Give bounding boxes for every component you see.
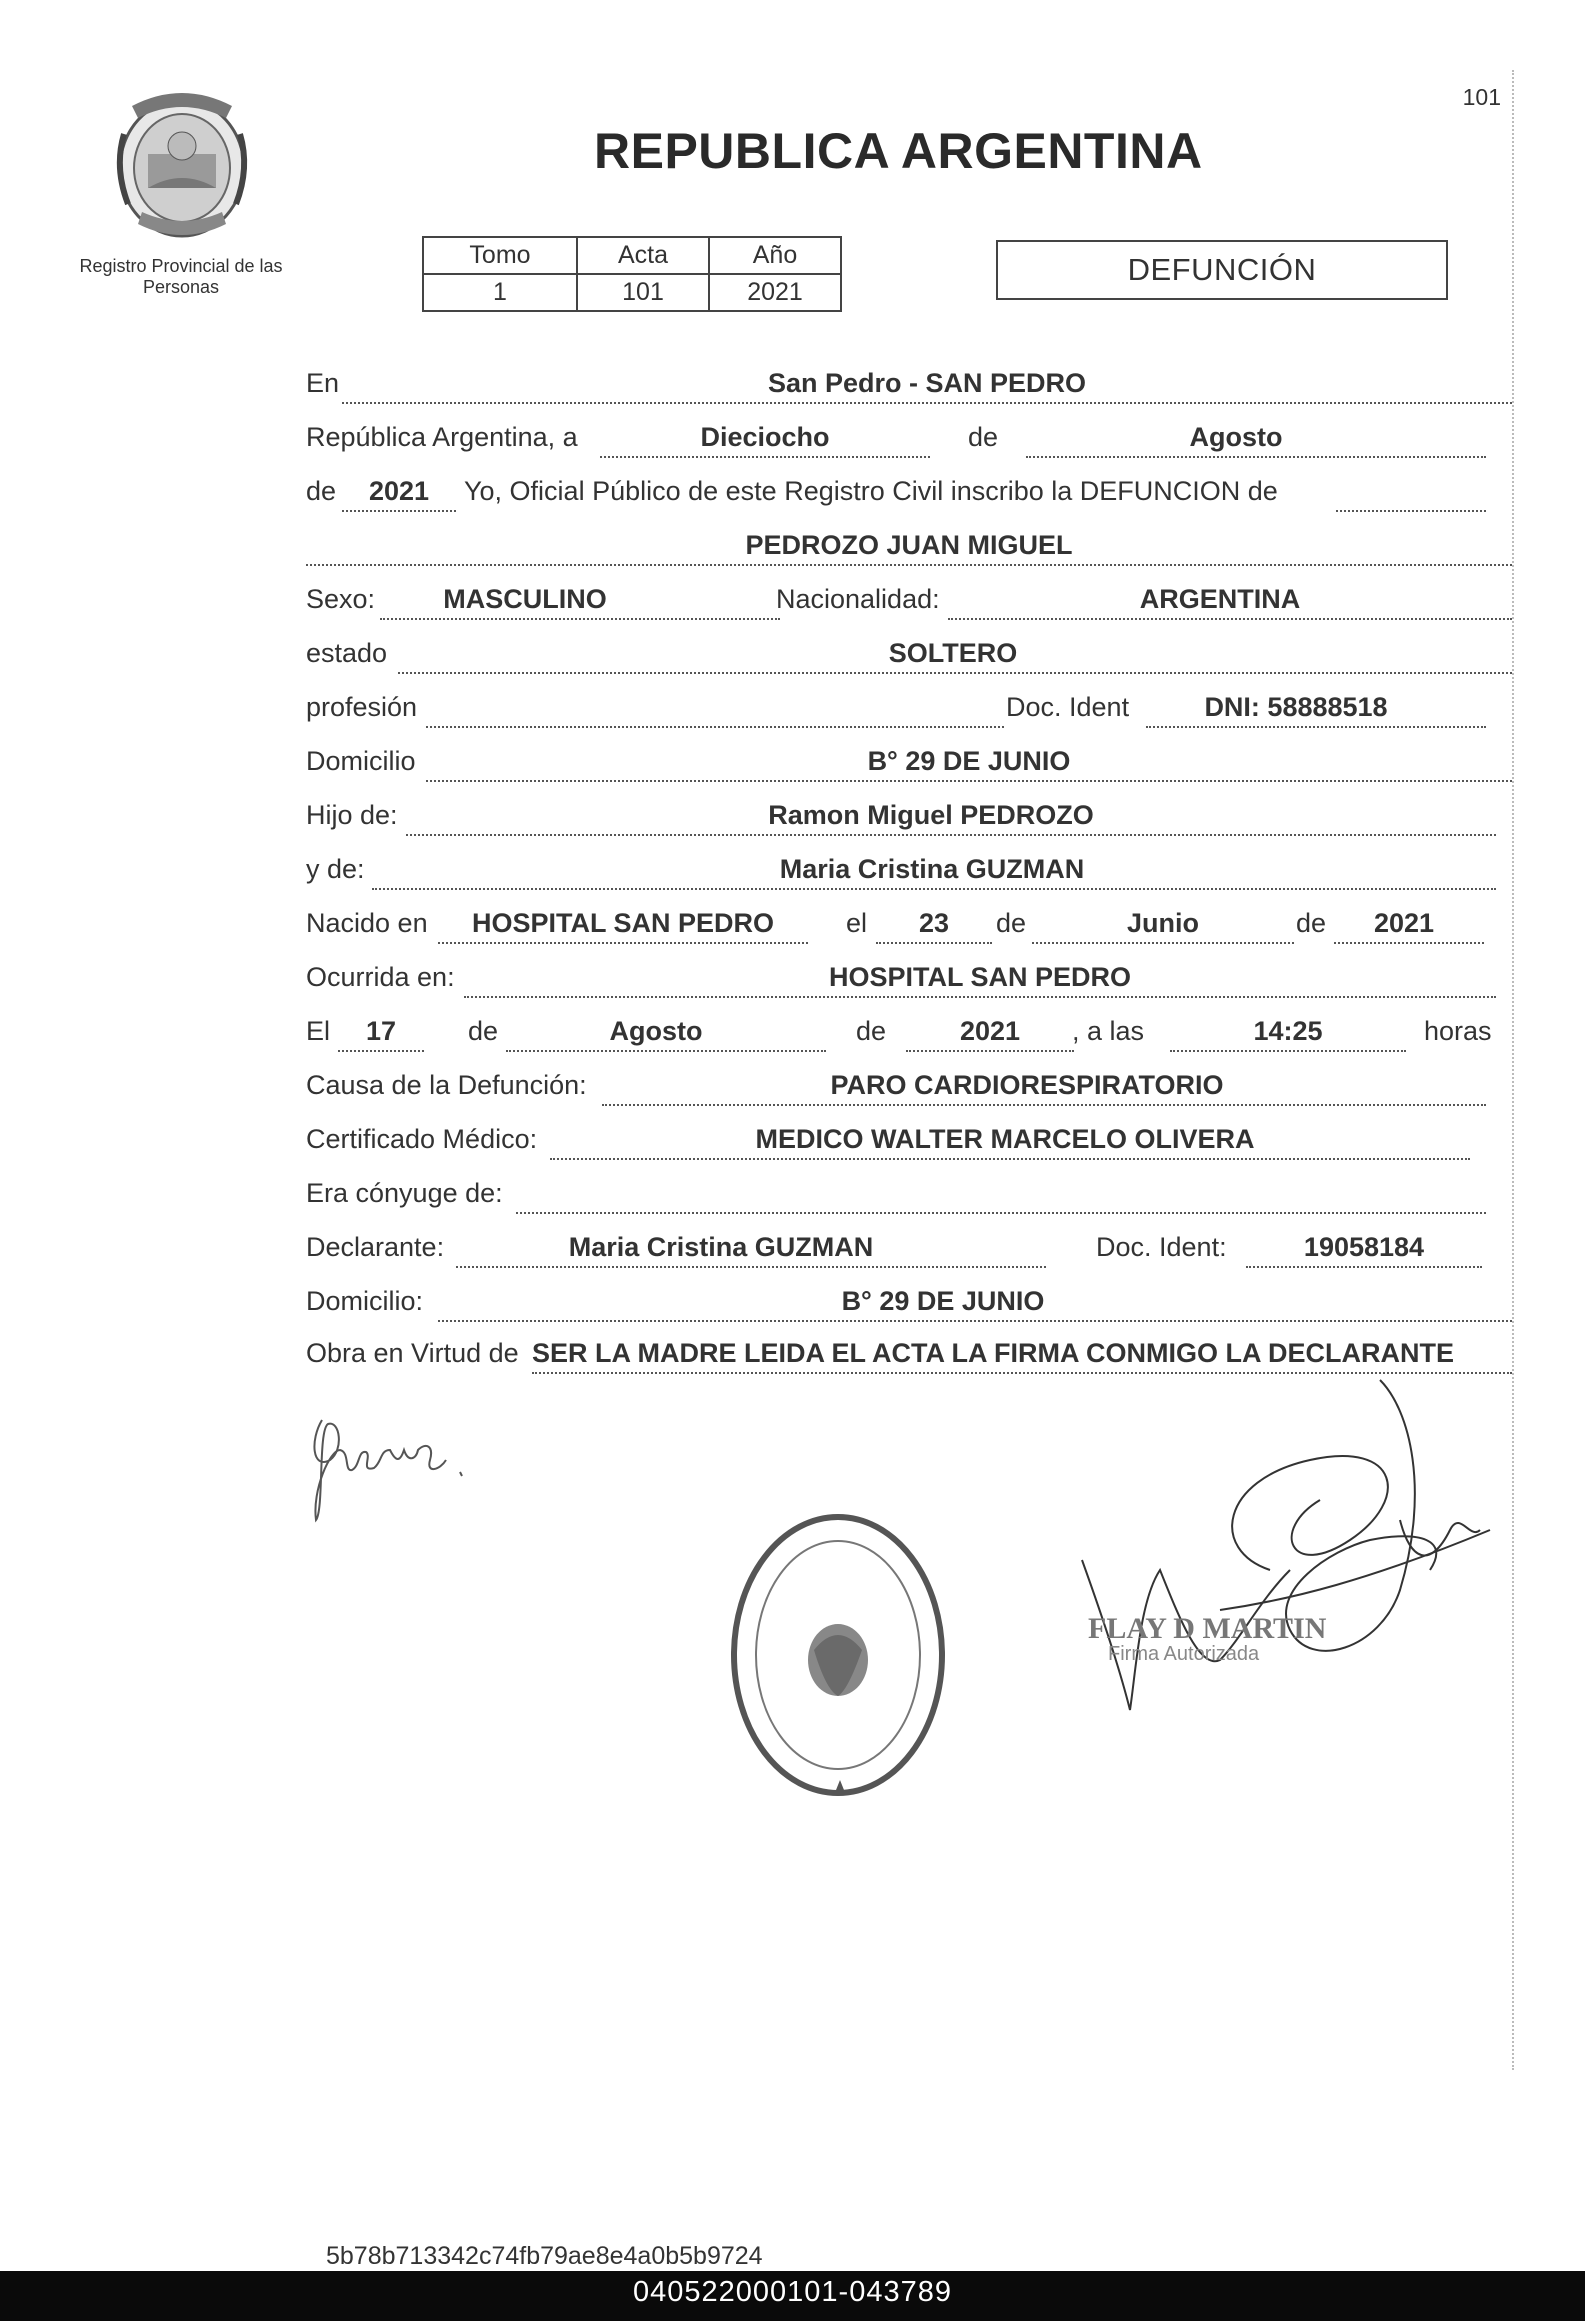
acta-value: 101 <box>577 274 709 311</box>
domicilio2-value: B° 29 DE JUNIO <box>841 1286 1045 1316</box>
de-label-1: de <box>968 422 999 452</box>
row-nacido <box>306 904 1512 946</box>
oficial-stamp-sub: Firma Autorizada <box>1108 1643 1260 1665</box>
oficial-signature <box>1070 1370 1510 1730</box>
el2-label: El <box>306 1016 331 1046</box>
row-certificado <box>306 1120 1512 1162</box>
padre-value: Ramon Miguel PEDROZO <box>768 800 1094 830</box>
row-domicilio <box>306 742 1512 784</box>
domicilio2-label: Domicilio: <box>306 1286 424 1316</box>
ocurrida-value: HOSPITAL SAN PEDRO <box>828 962 1132 992</box>
estado-label: estado <box>306 638 388 668</box>
document-type-box: DEFUNCIÓN <box>996 240 1448 300</box>
certificado-label: Certificado Médico: <box>306 1124 538 1154</box>
nacionalidad-value: ARGENTINA <box>1139 584 1301 614</box>
domicilio-label: Domicilio <box>306 746 416 776</box>
hijo-label: Hijo de: <box>306 800 398 830</box>
nac-dia-value: 23 <box>918 908 950 938</box>
anio-header: Año <box>709 237 841 274</box>
row-fecha-defuncion <box>306 1012 1512 1054</box>
estado-value: SOLTERO <box>888 638 1018 668</box>
provincial-emblem <box>104 84 260 244</box>
row-ocurrida <box>306 958 1512 1000</box>
def-dia-value: 17 <box>365 1016 397 1046</box>
row-madre <box>306 850 1512 892</box>
registro-seal <box>718 1500 958 1810</box>
en-value: San Pedro - SAN PEDRO <box>767 368 1087 398</box>
declarante-signature <box>300 1390 500 1530</box>
doc-label: Doc. Ident <box>1006 692 1130 722</box>
en-label: En <box>306 368 340 398</box>
de-label-2: de <box>306 476 337 506</box>
row-estado <box>306 634 1512 676</box>
causa-label: Causa de la Defunción: <box>306 1070 587 1100</box>
row-hijo <box>306 796 1512 838</box>
def-mes-value: Agosto <box>609 1016 703 1046</box>
obra-label: Obra en Virtud de <box>306 1338 519 1368</box>
causa-value: PARO CARDIORESPIRATORIO <box>830 1070 1224 1100</box>
nac-mes-value: Junio <box>1127 908 1199 938</box>
de-label-3: de <box>996 908 1027 938</box>
tomo-value: 1 <box>423 274 577 311</box>
anio-text-value: 2021 <box>368 476 430 506</box>
nacionalidad-label: Nacionalidad: <box>776 584 940 614</box>
doc2-label: Doc. Ident: <box>1096 1232 1227 1262</box>
alas-label: , a las <box>1072 1016 1145 1046</box>
dia-value: Dieciocho <box>700 422 830 452</box>
anio-value: 2021 <box>709 274 841 311</box>
row-fecha <box>306 418 1512 460</box>
domicilio-value: B° 29 DE JUNIO <box>867 746 1071 776</box>
obra-value: SER LA MADRE LEIDA EL ACTA LA FIRMA CONMIGO LA DECLARANTE <box>532 1338 1454 1368</box>
nombre-value: PEDROZO JUAN MIGUEL <box>745 530 1073 560</box>
row-en <box>306 364 1512 406</box>
row-anio-oficial <box>306 472 1512 514</box>
declarante-label: Declarante: <box>306 1232 445 1262</box>
document-title: REPUBLICA ARGENTINA <box>594 123 1203 179</box>
doc-value: DNI: 58888518 <box>1204 692 1388 722</box>
certificado-value: MEDICO WALTER MARCELO OLIVERA <box>755 1124 1255 1154</box>
nac-anio-value: 2021 <box>1373 908 1435 938</box>
sexo-label: Sexo: <box>306 584 376 614</box>
row-domicilio-declarante <box>306 1282 1512 1324</box>
tomo-acta-anio-table <box>422 236 842 312</box>
ocurrida-label: Ocurrida en: <box>306 962 455 992</box>
el-label: el <box>846 908 868 938</box>
mes-value: Agosto <box>1189 422 1283 452</box>
de-label-6: de <box>856 1016 887 1046</box>
oficial-stamp-name: FLAY D MARTIN <box>1088 1612 1327 1645</box>
republica-label: República Argentina, a <box>306 422 578 452</box>
madre-value: Maria Cristina GUZMAN <box>779 854 1085 884</box>
registro-provincial-label: Registro Provincial de las Personas <box>79 256 283 297</box>
page-number: 101 <box>1462 84 1501 110</box>
de-label-4: de <box>1296 908 1327 938</box>
horas-label: horas <box>1424 1016 1492 1046</box>
def-anio-value: 2021 <box>959 1016 1021 1046</box>
tomo-header: Tomo <box>423 237 577 274</box>
acta-header: Acta <box>577 237 709 274</box>
row-sexo <box>306 580 1512 622</box>
de-label-5: de <box>468 1016 499 1046</box>
document-hash: 5b78b713342c74fb79ae8e4a0b5b9724 <box>326 2242 763 2270</box>
row-conyuge <box>306 1174 1512 1216</box>
hora-value: 14:25 <box>1253 1016 1323 1046</box>
doc2-value: 19058184 <box>1303 1232 1425 1262</box>
declarante-value: Maria Cristina GUZMAN <box>568 1232 874 1262</box>
conyuge-label: Era cónyuge de: <box>306 1178 503 1208</box>
row-causa <box>306 1066 1512 1108</box>
oficial-text: Yo, Oficial Público de este Registro Civil inscribo la DEFUNCION de <box>464 476 1278 506</box>
document-code: 040522000101-043789 <box>633 2276 952 2308</box>
row-profesion <box>306 688 1512 730</box>
profesion-label: profesión <box>306 692 418 722</box>
row-nombre <box>306 526 1512 568</box>
yde-label: y de: <box>306 854 365 884</box>
sexo-value: MASCULINO <box>443 584 607 614</box>
nacido-label: Nacido en <box>306 908 428 938</box>
nacido-value: HOSPITAL SAN PEDRO <box>471 908 775 938</box>
row-declarante <box>306 1228 1512 1270</box>
page-edge-dots <box>1512 70 1514 2070</box>
